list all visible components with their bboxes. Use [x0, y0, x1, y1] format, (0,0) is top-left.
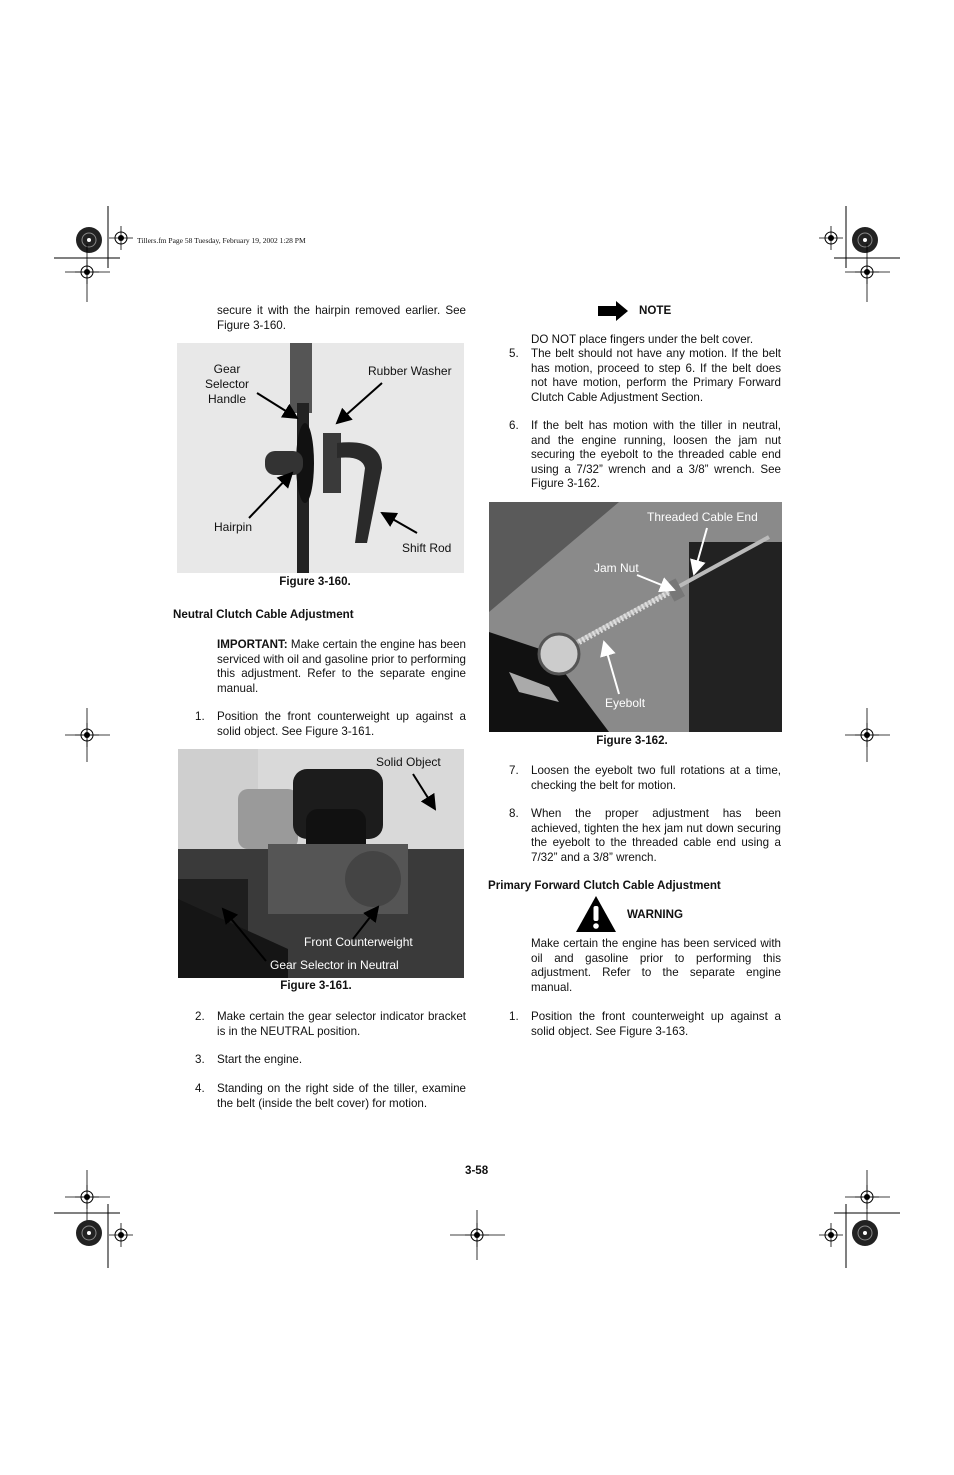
- list-item: 6. If the belt has motion with the tiller in neutral, and the engine running, loosen the jam nut securing the eyebolt to the threaded cable end using a 7/32” wrench and a 3/8” wrench. See Figure 3-162.: [509, 419, 781, 490]
- print-slug: Tillers.fm Page 58 Tuesday, February 19, 2002 1:28 PM: [137, 236, 306, 245]
- warning-text: Make certain the engine has been serviced with oil and gasoline prior to performing this adjustment. Refer to the separate engine manual.: [531, 937, 781, 994]
- list-item: 5. The belt should not have any motion. If the belt has motion, proceed to step 6. If the belt does not have motion, perform the Primary Forward Clutch Cable Adjustment Section.: [509, 347, 781, 404]
- list-item: 3. Start the engine.: [195, 1053, 303, 1066]
- warning-triangle-icon: [575, 895, 617, 933]
- list-item: 8. When the proper adjustment has been achieved, tighten the hex jam nut down securing the eyebolt to the threaded cable end using a 7/32” and a 3/8” wrench.: [509, 807, 781, 864]
- label-threaded-cable-end: Threaded Cable End: [647, 510, 758, 524]
- figure-161-photo: [178, 749, 464, 978]
- figure-160-photo: [177, 343, 464, 573]
- list-item: 7. Loosen the eyebolt two full rotations at a time, checking the belt for motion.: [509, 764, 781, 792]
- label-front-counterweight: Front Counterweight: [304, 935, 413, 949]
- note-text: DO NOT place fingers under the belt cover.: [531, 333, 754, 346]
- list-item: 2. Make certain the gear selector indicator bracket is in the NEUTRAL position.: [195, 1010, 466, 1038]
- label-jam-nut: Jam Nut: [594, 561, 639, 575]
- note-label: NOTE: [639, 304, 672, 317]
- important-note: [217, 638, 466, 696]
- label-eyebolt: Eyebolt: [605, 696, 646, 710]
- figure-162-caption: Figure 3-162.: [596, 734, 668, 747]
- list-item: 1. Position the front counterweight up against a solid object. See Figure 3-163.: [509, 1010, 781, 1038]
- label-solid-object: Solid Object: [376, 755, 441, 769]
- page-number: 3-58: [465, 1164, 489, 1177]
- warning-label: WARNING: [627, 908, 684, 921]
- figure-161-caption: Figure 3-161.: [280, 979, 352, 992]
- section-heading-neutral: Neutral Clutch Cable Adjustment: [173, 608, 354, 621]
- label-gear-selector-neutral: Gear Selector in Neutral: [270, 958, 399, 972]
- intro-text: secure it with the hairpin removed earlier. See Figure 3-160.: [217, 304, 466, 332]
- label-gear-selector-handle: Gear Selector Handle: [204, 362, 250, 406]
- note-arrow-icon: [598, 301, 630, 321]
- list-item: 4. Standing on the right side of the tiller, examine the belt (inside the belt cover) for motion.: [195, 1082, 466, 1110]
- important-label: IMPORTANT:: [217, 638, 288, 651]
- label-rubber-washer: Rubber Washer: [368, 364, 452, 378]
- list-item: 1. Position the front counterweight up against a solid object. See Figure 3-161.: [195, 710, 466, 738]
- figure-162-photo: [489, 502, 782, 732]
- figure-160-caption: Figure 3-160.: [279, 575, 351, 588]
- important-text: Make certain the engine has been serviced with oil and gasoline prior to performing this adjustment. Refer to the separate engine manual.: [217, 638, 466, 695]
- section-heading-primary: Primary Forward Clutch Cable Adjustment: [488, 879, 721, 892]
- label-hairpin: Hairpin: [214, 520, 253, 534]
- label-shift-rod: Shift Rod: [402, 541, 452, 555]
